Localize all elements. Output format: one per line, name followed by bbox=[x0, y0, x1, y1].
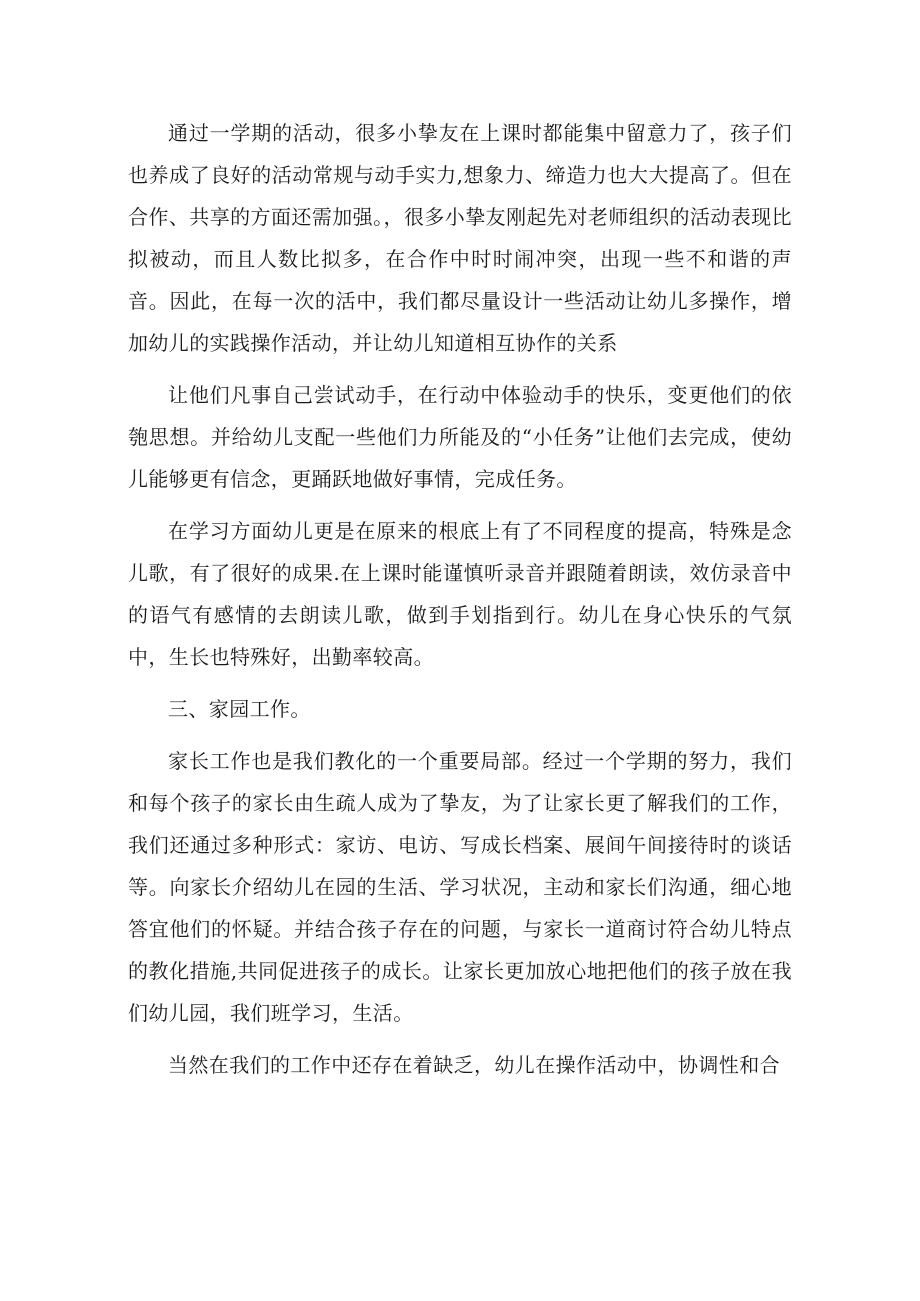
paragraph-parent-work: 家长工作也是我们教化的一个重要局部。经过一个学期的努力，我们和每个孩子的家长由生疏人成为了挚友，为了让家长更了解我们的工作，我们还通过多种形式：家访、电访、写成长档案、展间午间接待时的谈话等。向家长介绍幼儿在园的生活、学习状况，主动和家长们沟通，细心地答宜他们的怀疑。并结合孩子存在的问题，与家长一道商讨符合幼儿特点的教化措施,共同促进孩子的成长。让家长更加放心地把他们的孩子放在我们幼儿园，我们班学习，生活。 bbox=[128, 749, 792, 1025]
paragraph-class-progress: 通过一学期的活动，很多小挚友在上课时都能集中留意力了，孩子们也养成了良好的活动常规与动手实力,想象力、缔造力也大大提高了。但在合作、共享的方面还需加强。，很多小挚友刚起先对老师组织的活动表现比拟被动，而且人数比拟多，在合作中时时闹冲突，出现一些不和谐的声音。因此，在每一次的活中，我们都尽量设计一些活动让幼儿多操作，增加幼儿的实践操作活动，并让幼儿知道相互协作的关系 bbox=[128, 121, 792, 355]
paragraph-hands-on: 让他们凡事自己尝试动手，在行动中体验动手的快乐，变更他们的依匏思想。并给幼儿支配一些他们力所能及的“小任务”让他们去完成，使幼儿能够更有信念，更踊跃地做好事情，完成任务。 bbox=[128, 383, 792, 491]
document-body bbox=[128, 112, 792, 1096]
paragraph-learning: 在学习方面幼儿更是在原来的根底上有了不同程度的提高，特殊是念儿歌，有了很好的成果.在上课时能谨慎听录音并跟随着朗读，效仿录音中的语气有感情的去朗读儿歌，做到手划指到行。幼儿在身心快乐的气氛中，生长也特殊好，出勤率较高。 bbox=[128, 519, 792, 669]
section-heading-home-school: 三、家园工作。 bbox=[168, 697, 311, 721]
paragraph-shortcomings: 当然在我们的工作中还存在着缺乏，幼儿在操作活动中，协调性和合 bbox=[168, 1053, 780, 1077]
